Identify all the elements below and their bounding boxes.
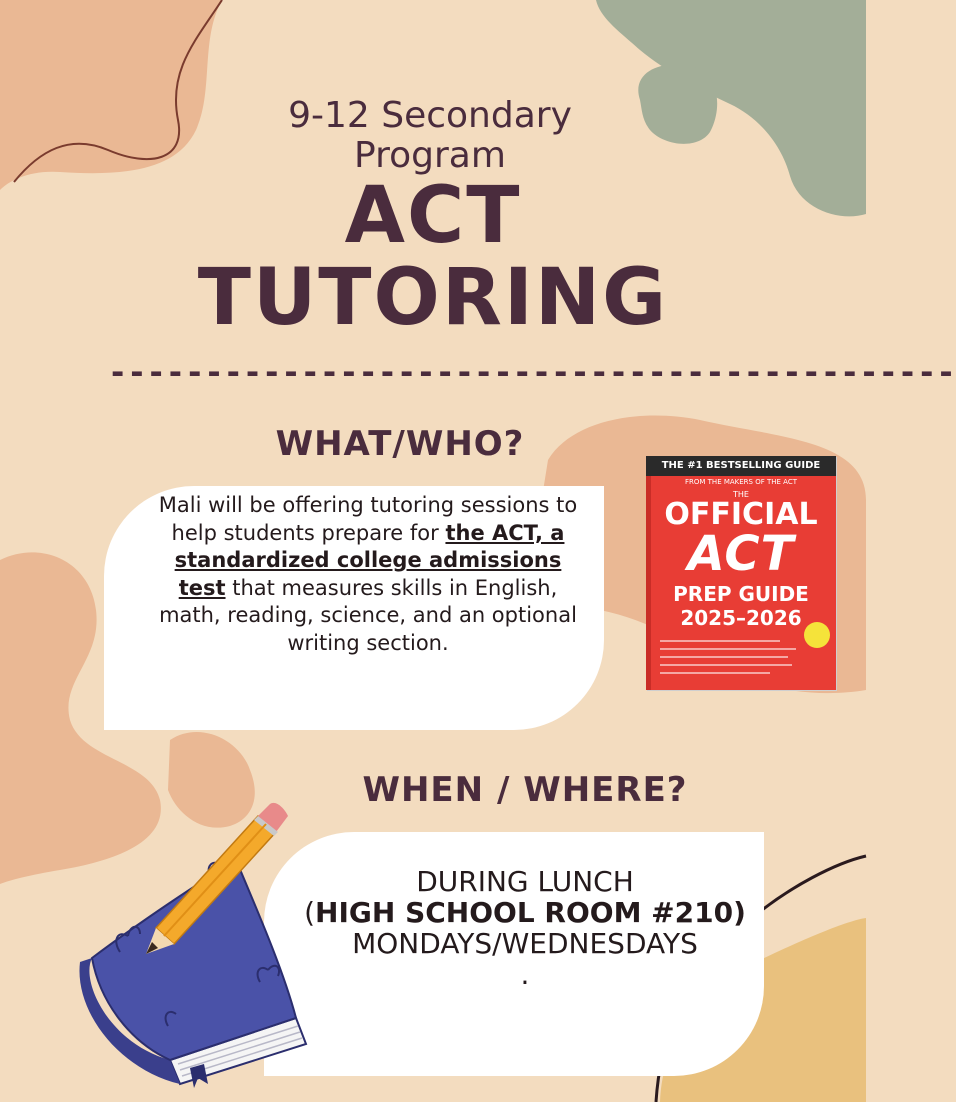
program-subtitle-line2: Program [354,135,506,176]
book-body-line [660,672,770,674]
when-line-3: MONDAYS/WEDNESDAYS [352,927,698,960]
when-line-2 [300,897,750,928]
book-badge [804,622,830,648]
what-who-text-after: that measures skills in English, math, reading, science, and an optional writing section. [159,575,577,655]
program-subtitle-line1: 9-12 Secondary [288,95,572,136]
book-the: THE [733,490,749,499]
when-line-2-open: ( [304,896,316,929]
book-tagline: FROM THE MAKERS OF THE ACT [684,478,797,486]
when-where-text [300,866,750,990]
notebook-icon [70,812,320,1082]
book-body-line [660,656,788,658]
book-prep-guide: PREP GUIDE [673,582,809,606]
book-top-banner: THE #1 BESTSELLING GUIDE [646,456,836,476]
what-who-text-bold: the ACT, a standardized college admissions test [174,520,565,600]
book-body-line [660,664,792,666]
what-who-text [150,492,586,657]
title-tutoring: TUTORING [197,253,669,343]
what-who-text-before: Mali will be offering tutoring sessions to help students prepare for [158,493,578,545]
what-who-heading: WHAT/WHO? [275,424,525,464]
when-where-heading: WHEN / WHERE? [362,770,688,810]
book-cover-image [646,456,836,690]
book-official: OFFICIAL [664,497,818,532]
title-divider: -------------------------------------------- [108,353,956,391]
book-act: ACT [687,526,795,582]
book-body-line [660,640,780,642]
when-line-2-bold: HIGH SCHOOL ROOM #210) [315,896,746,929]
book-years: 2025–2026 [680,606,802,630]
book-body-line [660,648,796,650]
when-line-1: DURING LUNCH [416,865,634,898]
when-line-4: . [520,958,530,991]
book-spine-edge [646,456,651,690]
title-act: ACT [344,171,522,261]
